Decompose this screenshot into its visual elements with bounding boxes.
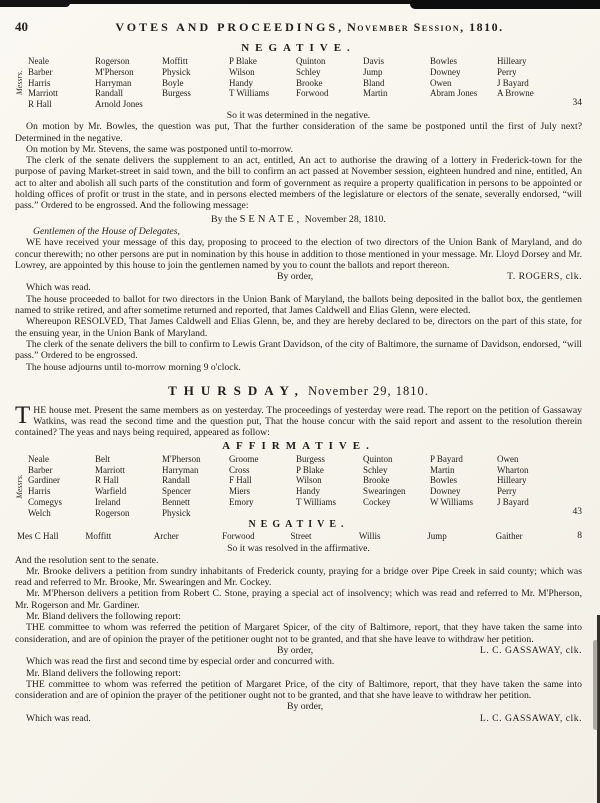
voter-name: Forwood	[296, 88, 329, 99]
paragraph-which-was-read: Which was read.	[26, 282, 91, 294]
voter-name: Emory	[229, 496, 254, 507]
voter-name: W Williams	[430, 496, 474, 507]
paragraph-bland-report-1: Mr. Bland delivers the following report:	[26, 611, 181, 623]
page-title	[57, 20, 562, 35]
paragraph-concurred: Which was read the first and second time by especial order and concurred with.	[26, 656, 335, 668]
paragraph-motion-bowles: On motion by Mr. Bowles, the question was put, That the further consideration of the same be postponed until the first of July next? Determined in the negative.	[15, 121, 582, 144]
voter-name: Wharton	[497, 464, 529, 475]
voter-name: Wilson	[296, 475, 322, 486]
voter-name: Comegys	[28, 496, 63, 507]
voter-name: R Hall	[95, 475, 119, 486]
watkins-report-text: The report on the petition of Gassaway Watkins, was read the second time and the question put, That the house concur with the said report and assent to the resolution therein contained? The yeas and nays being required, appeared as follow:	[15, 404, 582, 439]
voter-name: Bowles	[430, 56, 457, 66]
voter-name: Physick	[162, 66, 191, 77]
vote-column-8	[495, 454, 562, 519]
voter-name: Bland	[363, 77, 385, 88]
voter-name: Bowles	[430, 475, 457, 486]
affirmative-vote-table	[15, 454, 582, 519]
voter-name: Harryman	[95, 77, 132, 88]
vote-result-line: So it was resolved in the affirmative.	[227, 543, 370, 555]
voter-name: Cross	[229, 464, 250, 475]
voter-name: T Williams	[229, 88, 270, 99]
voter-name: T Williams	[296, 496, 337, 507]
negative-heading-1: NEGATIVE.	[241, 42, 356, 54]
by-order-label: By order,	[277, 644, 314, 656]
voter-name: Owen	[430, 77, 452, 88]
clerk-signature-gassaway: L. C. GASSAWAY, clk.	[479, 712, 582, 724]
voter-name: Belt	[95, 453, 110, 464]
voter-name: Harris	[28, 77, 51, 88]
vote-count: 34	[572, 98, 582, 109]
voter-name: Downey	[430, 486, 461, 497]
voter-name: Perry	[497, 486, 517, 497]
senate-dateline	[15, 214, 582, 225]
dropcap-initial: T	[15, 401, 31, 429]
paragraph-motion-stevens: On motion by Mr. Stevens, the same was postponed until to-morrow.	[26, 143, 294, 155]
affirmative-vote-section	[15, 440, 582, 519]
negative-vote-section-2	[15, 519, 582, 554]
senate-word: SENATE,	[239, 213, 303, 225]
voter-name: Handy	[296, 486, 320, 497]
session-day-date: November 29, 1810.	[308, 383, 429, 398]
senate-date: November 28, 1810.	[304, 213, 386, 225]
voter-name: Quinton	[363, 453, 393, 464]
voter-name: Schley	[296, 66, 321, 77]
clerk-signature-gassaway: L. C. GASSAWAY, clk.	[479, 644, 582, 656]
voter-name: Cockey	[363, 496, 391, 507]
which-was-read-label: Which was read.	[26, 712, 91, 724]
voter-name: Hilleary	[497, 56, 527, 66]
negative-vote-row	[15, 531, 562, 543]
voter-name: Hilleary	[497, 475, 527, 486]
voter-name: Jump	[363, 66, 383, 77]
voter-name: Boyle	[162, 77, 184, 88]
vote-column-2	[93, 454, 160, 519]
paragraph-spicer-report: THE committee to whom was referred the petition of Margaret Spicer, of the city of Baltimore, report, that they have taken the same into consideration, and are of opinion the prayer of the petitioner ought not to be granted, and that she have leave to withdraw her petition.	[15, 622, 582, 645]
by-order-label: By order,	[287, 701, 324, 713]
voter-name: Groome	[229, 453, 259, 464]
vote-column-6	[361, 56, 428, 110]
voter-name: Miers	[229, 486, 250, 497]
messrs-label: Messrs.	[15, 473, 24, 499]
voter-name: Randall	[95, 88, 123, 99]
vote-column-2	[93, 56, 160, 110]
paragraph-resolved: Whereupon RESOLVED, That James Caldwell and Elias Glenn, be, and they are hereby declared to be, directors on the part of this state, for the ensuing year, in the Union Bank of Maryland.	[15, 316, 582, 339]
voter-name: Quinton	[296, 56, 326, 66]
vote-count: 43	[572, 506, 582, 517]
voter-name: Archer	[153, 531, 179, 542]
voter-name: Owen	[497, 453, 519, 464]
vote-column-4	[227, 56, 294, 110]
voter-name: Burgess	[162, 88, 191, 99]
paragraph-bland-report-2: Mr. Bland delivers the following report:	[26, 667, 181, 679]
voter-name: Brooke	[296, 77, 323, 88]
voter-name: Martin	[363, 88, 388, 99]
session-day-name: THURSDAY,	[168, 382, 305, 398]
voter-name: Neale	[28, 453, 49, 464]
voter-name: Barber	[28, 464, 53, 475]
vote-count: 8	[577, 531, 582, 542]
voter-name: Randall	[162, 475, 190, 486]
paragraph-senate-message: WE have received your message of this day, proposing to proceed to the election of two directors of the Union Bank of Maryland, and do concur therewith; no other persons are put in nomination by this house in addition to those mentioned in your message. Mr. Lloyd Dorsey and Mr. Lowrey, are appointed by this house to join the gentlemen named by you to count the ballots and report thereon.	[15, 237, 582, 271]
attestation-line-gassaway-2	[15, 713, 582, 724]
vote-result-line: So it was determined in the negative.	[226, 109, 371, 121]
voter-name: F Hall	[229, 475, 252, 486]
voter-name: Wilson	[229, 66, 255, 77]
negative-vote-table-1	[15, 56, 582, 110]
salutation-line: Gentlemen of the House of Delegates,	[33, 225, 180, 237]
vote-column-5	[294, 454, 361, 519]
page-title-main: VOTES AND PROCEEDINGS,	[115, 20, 345, 34]
paragraph-davidson-bill: The clerk of the senate delivers the bill to confirm to Lewis Grant Davidson, of the city of Baltimore, the surname of Davidson, endorsed, “will pass.” Ordered to be engrossed.	[15, 338, 582, 362]
messrs-label: Messrs.	[15, 70, 24, 96]
voter-name: Harris	[28, 486, 51, 497]
session-day-heading	[15, 383, 582, 399]
clerk-signature-rogers: T. ROGERS, clk.	[507, 271, 582, 283]
voter-name: P Blake	[229, 56, 257, 66]
voter-name: Willis	[358, 531, 381, 542]
paragraph-mcpherson-petition: Mr. M'Pherson delivers a petition from Robert C. Stone, praying a special act of insolvency; which was read and referred to Mr. M'Pherson, Mr. Rogerson and Mr. Gardiner.	[15, 588, 582, 611]
voter-name: Handy	[229, 77, 253, 88]
masthead	[15, 19, 582, 35]
voter-name: Brooke	[363, 475, 390, 486]
voter-name: Forwood	[222, 531, 255, 542]
voter-name: Schley	[363, 464, 388, 475]
voter-name: M'Pherson	[162, 453, 201, 464]
voter-name: Mes C Hall	[17, 531, 59, 542]
vote-column-5	[294, 56, 361, 110]
voter-name: Burgess	[296, 453, 325, 464]
senate-dateline-prefix: By the	[211, 213, 238, 225]
vote-column-8	[495, 56, 562, 110]
paragraph-clerk-senate: The clerk of the senate delivers the supplement to an act, entitled, An act to authorise the drawing of a lottery in Frederick-town for the purpose of paving Market-street in said town, and the bill to confirm an act passed at November session, eighteen hundred and nine, entitled, An act to alter and abolish all such parts of the constitution and form of government as require a property qualification in persons to be appointed or holding offices of profit or trust in the state, and in persons elected members of the legislature or electors of the senate, severally endorsed, “will pass.” Ordered to be engrossed. And the following message:	[15, 155, 582, 212]
attestation-line-gassaway-1	[15, 645, 582, 656]
voter-name: Rogerson	[95, 56, 130, 66]
voter-name: Davis	[363, 56, 384, 66]
voter-name: Harryman	[162, 464, 199, 475]
attestation-line-rogers	[15, 271, 582, 282]
voter-name: Marriott	[28, 88, 58, 99]
voter-name: Moffitt	[85, 531, 112, 542]
vote-column-7	[428, 454, 495, 519]
paragraph-adjourn: The house adjourns until to-morrow morning 9 o'clock.	[26, 361, 241, 373]
voter-name: Moffitt	[162, 56, 188, 66]
voter-name: Neale	[28, 56, 49, 66]
paragraph-ballot: The house proceeded to ballot for two directors in the Union Bank of Maryland, the ballots being deposited in the ballot box, the gentlemen named to strike retired, and after sometime returned and reported, that James Caldwell and Elias Glenn, were elected.	[15, 293, 582, 317]
voter-name: Welch	[28, 507, 51, 518]
negative-vote-section-1	[15, 42, 582, 121]
voter-name: Arnold Jones	[95, 99, 143, 110]
voter-name: P Blake	[296, 464, 324, 475]
page-number: 40	[15, 19, 28, 34]
vote-column-4	[227, 454, 294, 519]
voter-name: Gardiner	[28, 475, 60, 486]
voter-name: Gaither	[495, 531, 523, 542]
vote-column-6	[361, 454, 428, 519]
voter-name: R Hall	[28, 99, 52, 110]
voter-name: Warfield	[95, 486, 127, 497]
vote-column-1	[26, 56, 93, 110]
page-title-session: November Session, 1810.	[347, 20, 504, 34]
affirmative-heading: AFFIRMATIVE.	[222, 439, 375, 452]
voter-name: J Bayard	[497, 496, 529, 507]
voter-name: Abram Jones	[430, 88, 478, 99]
vote-column-3	[160, 454, 227, 519]
paragraph-price-report: THE committee to whom was referred the petition of Margaret Price, of the city of Baltimore, report, that they have taken the same into consideration and are of opinion the prayer of the petitioner ought not to be granted, and that she have leave to withdraw her petition.	[15, 678, 582, 702]
voter-name: Barber	[28, 66, 53, 77]
voter-name: Ireland	[95, 496, 121, 507]
house-met-text: HE house met. Present the same members as on yesterday. The proceedings of yesterday were read.	[33, 404, 426, 416]
voter-name: Rogerson	[95, 507, 130, 518]
voter-name: Bennett	[162, 496, 190, 507]
voter-name: M'Pherson	[95, 66, 134, 77]
voter-name: Marriott	[95, 464, 125, 475]
vote-column-7	[428, 56, 495, 110]
voter-name: Swearingen	[363, 486, 406, 497]
paragraph-sent-senate: And the resolution sent to the senate.	[15, 554, 159, 566]
voter-name: Physick	[162, 507, 191, 518]
voter-name: A Browne	[497, 88, 534, 99]
voter-name: Jump	[427, 531, 447, 542]
negative-vote-table-2	[15, 531, 582, 543]
vote-column-3	[160, 56, 227, 110]
paragraph-brooke-petition: Mr. Brooke delivers a petition from sundry inhabitants of Frederick county, praying for a bridge over Pipe Creek in said county; which was read and referred to Mr. Brooke, Mr. Swearingen and Mr. Cockey.	[15, 565, 582, 589]
voter-name: Street	[290, 531, 312, 542]
vote-column-1	[26, 454, 93, 519]
voter-name: Spencer	[162, 486, 191, 497]
voter-name: J Bayard	[497, 77, 529, 88]
voter-name: Martin	[430, 464, 455, 475]
paragraph-house-met	[15, 401, 582, 439]
by-order-label: By order,	[277, 271, 314, 283]
voter-name: Perry	[497, 66, 517, 77]
voter-name: P Bayard	[430, 453, 463, 464]
negative-heading-2: NEGATIVE.	[248, 519, 349, 531]
voter-name: Downey	[430, 66, 461, 77]
